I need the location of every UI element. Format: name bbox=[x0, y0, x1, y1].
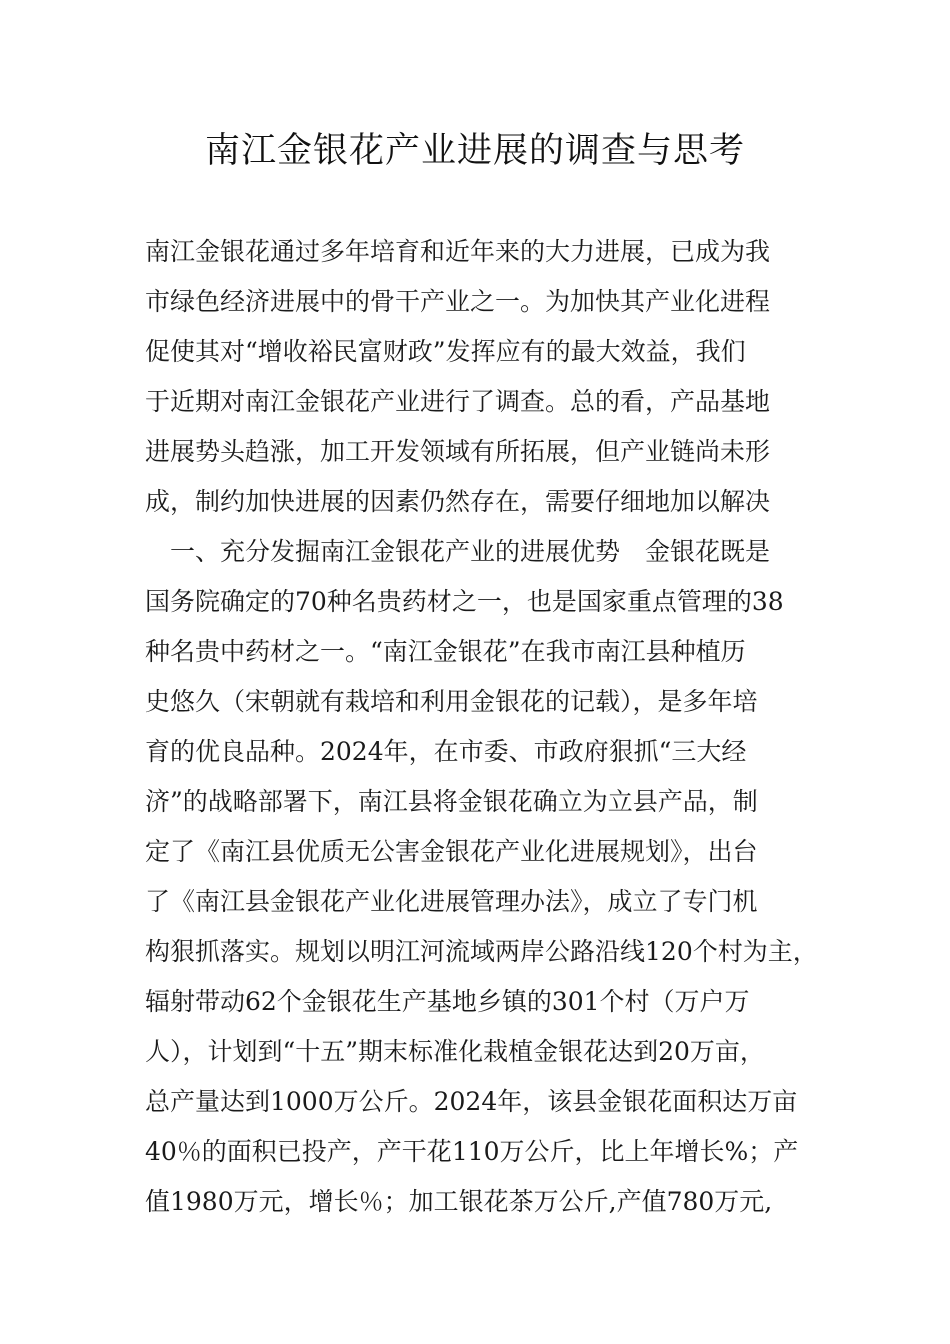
text-line: 促使其对“增收裕民富财政”发挥应有的最大效益，我们 bbox=[145, 337, 746, 366]
text-line: 种名贵中药材之一。“南江金银花”在我市南江县种植历 bbox=[145, 637, 746, 666]
text-line: 总产量达到1000万公斤。2024年，该县金银花面积达万亩 bbox=[145, 1087, 798, 1116]
text-line: 于近期对南江金银花产业进行了调查。总的看，产品基地 bbox=[145, 387, 771, 416]
text-line: 进展势头趋涨，加工开发领域有所拓展，但产业链尚未形 bbox=[145, 437, 771, 466]
text-line: 市绿色经济进展中的骨干产业之一。为加快其产业化进程 bbox=[145, 287, 771, 316]
text-line: 值1980万元，增长％；加工银花茶万公斤,产值780万元, bbox=[145, 1187, 773, 1216]
text-line: 40％的面积已投产，产干花110万公斤，比上年增长%；产 bbox=[145, 1137, 799, 1166]
text-line: 定了《南江县优质无公害金银花产业化进展规划》，出台 bbox=[145, 837, 758, 866]
document-body bbox=[145, 227, 825, 1227]
text-line: 国务院确定的70种名贵药材之一，也是国家重点管理的38 bbox=[145, 587, 784, 616]
text-line: 辐射带动62个金银花生产基地乡镇的301个村（万户万 bbox=[145, 987, 750, 1016]
text-line: 史悠久（宋朝就有栽培和利用金银花的记载），是多年培 bbox=[145, 687, 758, 716]
text-line: 育的优良品种。2024年，在市委、市政府狠抓“三大经 bbox=[145, 737, 747, 766]
document-title: 南江金银花产业进展的调查与思考 bbox=[204, 131, 745, 171]
text-line: 南江金银花通过多年培育和近年来的大力进展，已成为我 bbox=[145, 237, 771, 266]
text-line: 成，制约加快进展的因素仍然存在，需要仔细地加以解决 bbox=[145, 487, 771, 516]
text-line: 济”的战略部署下，南江县将金银花确立为立县产品，制 bbox=[145, 787, 758, 816]
section-heading-line: 一、充分发掘南江金银花产业的进展优势 金银花既是 bbox=[145, 537, 771, 566]
text-line: 了《南江县金银花产业化进展管理办法》，成立了专门机 bbox=[145, 887, 758, 916]
text-line: 人），计划到“十五”期末标准化栽植金银花达到20万亩， bbox=[145, 1037, 765, 1066]
text-line: 构狠抓落实。规划以明江河流域两岸公路沿线120个村为主， bbox=[145, 937, 818, 966]
